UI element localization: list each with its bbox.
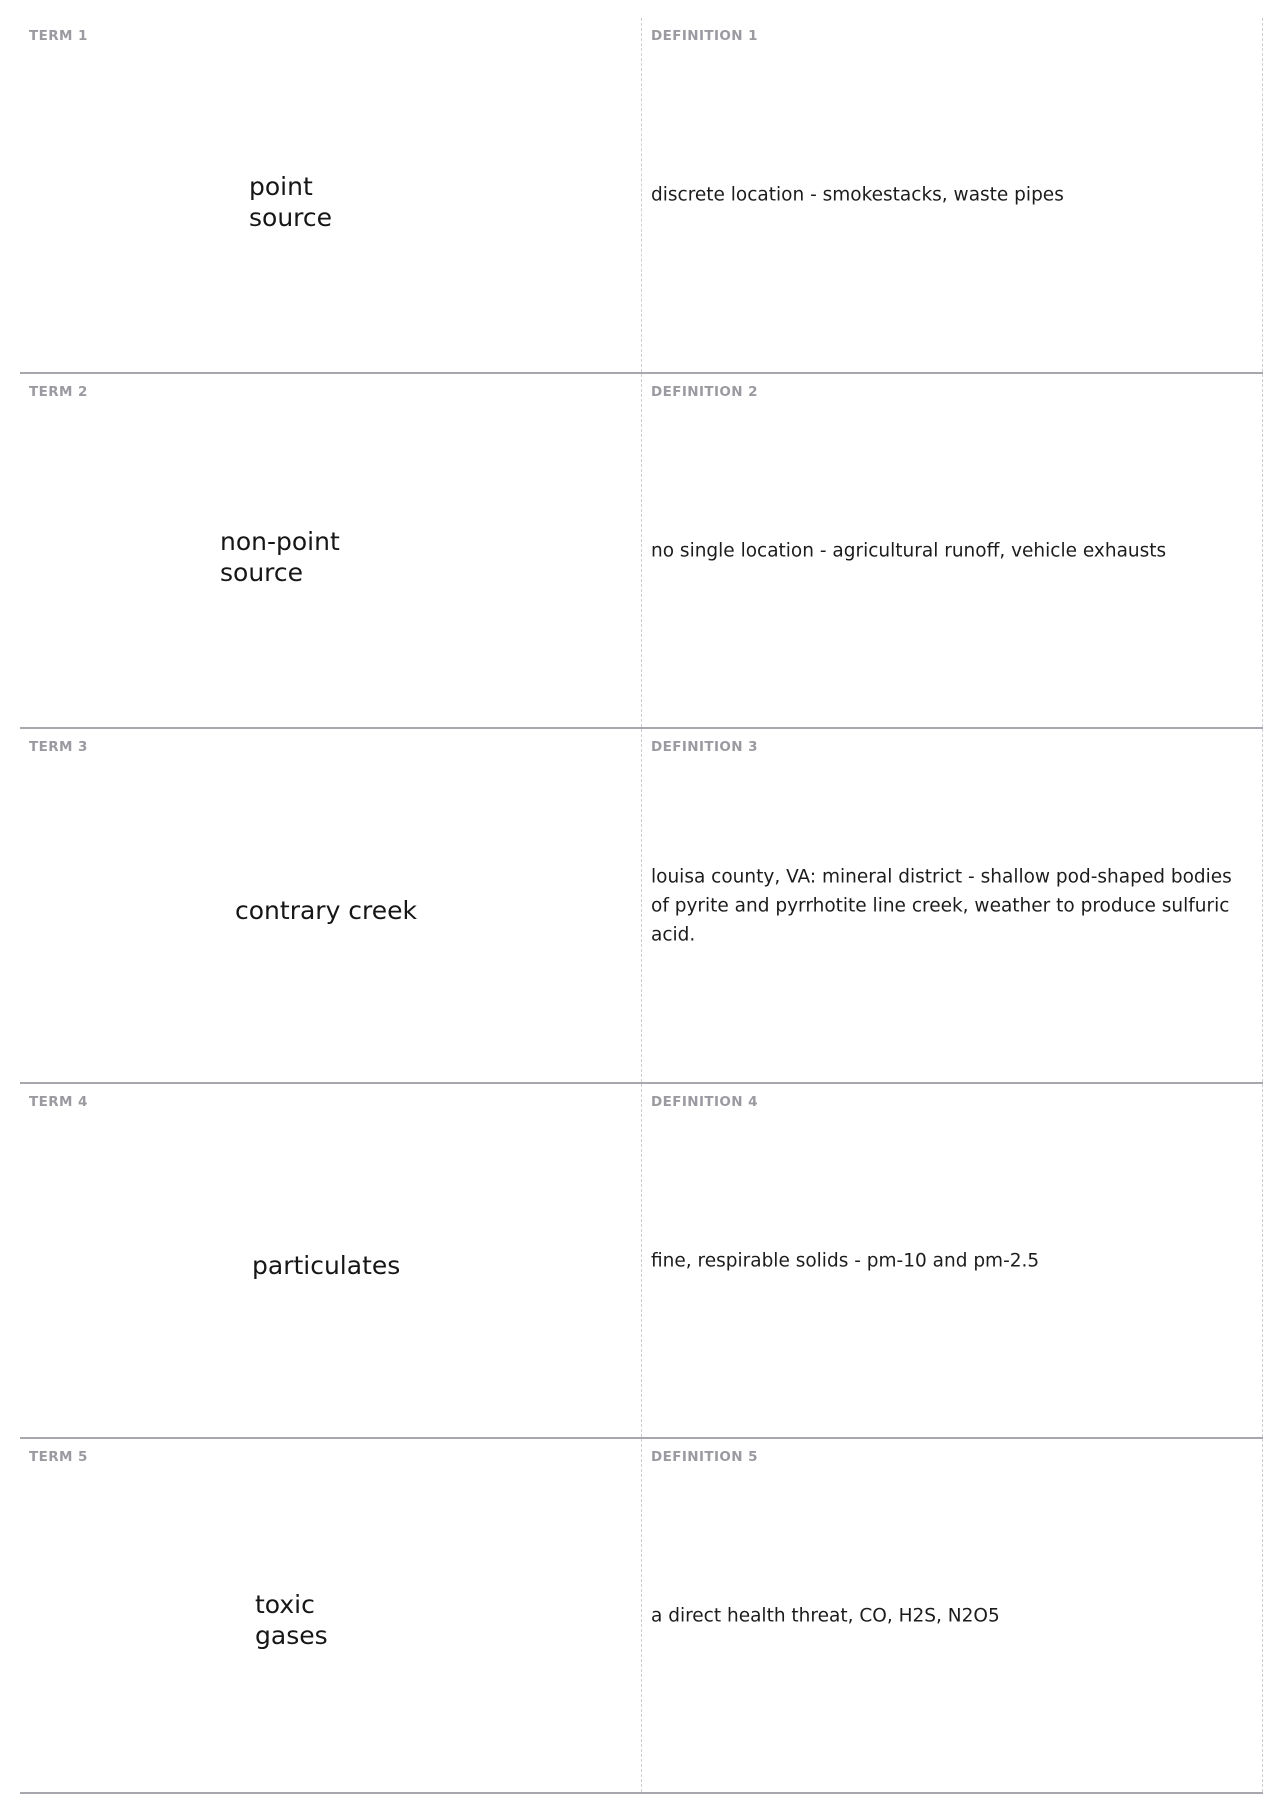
definition-label: DEFINITION 4 (651, 1094, 758, 1110)
definition-text: a direct health threat, CO, H2S, N2O5 (651, 1605, 1000, 1626)
term-cell (20, 1439, 642, 1792)
flashcard-3 (20, 729, 1263, 1084)
term-cell (20, 374, 642, 727)
term-cell (20, 729, 642, 1082)
term-text: non-point source (220, 527, 340, 587)
term-label: TERM 2 (29, 384, 88, 400)
definition-label: DEFINITION 5 (651, 1449, 758, 1465)
term-label: TERM 3 (29, 739, 88, 755)
term-label: TERM 5 (29, 1449, 88, 1465)
definition-cell (642, 729, 1263, 1082)
term-cell (20, 18, 642, 372)
definition-text: no single location - agricultural runoff, vehicle exhausts (651, 540, 1167, 561)
term-text: point source (249, 172, 333, 232)
definition-cell (642, 1439, 1263, 1792)
term-label: TERM 4 (29, 1094, 88, 1110)
flashcard-sheet (20, 18, 1263, 1794)
definition-label: DEFINITION 2 (651, 384, 758, 400)
definition-label: DEFINITION 1 (651, 28, 758, 44)
flashcard-4 (20, 1084, 1263, 1439)
definition-cell (642, 374, 1263, 727)
term-cell (20, 1084, 642, 1437)
flashcard-2 (20, 374, 1263, 729)
term-text: toxic gases (255, 1590, 328, 1650)
term-label: TERM 1 (29, 28, 88, 44)
term-text: contrary creek (235, 896, 418, 925)
definition-cell (642, 1084, 1263, 1437)
flashcard-5 (20, 1439, 1263, 1794)
definition-text: discrete location - smokestacks, waste pipes (651, 184, 1064, 206)
definition-cell (642, 18, 1263, 372)
definition-text: fine, respirable solids - pm-10 and pm-2.5 (651, 1250, 1040, 1271)
definition-label: DEFINITION 3 (651, 739, 758, 755)
definition-text: louisa county, VA: mineral district - shallow pod-shaped bodies of pyrite and pyrrhotite line creek, weather to produce sulfuric acid. (651, 866, 1232, 945)
term-text: particulates (252, 1251, 401, 1280)
flashcard-1 (20, 18, 1263, 374)
